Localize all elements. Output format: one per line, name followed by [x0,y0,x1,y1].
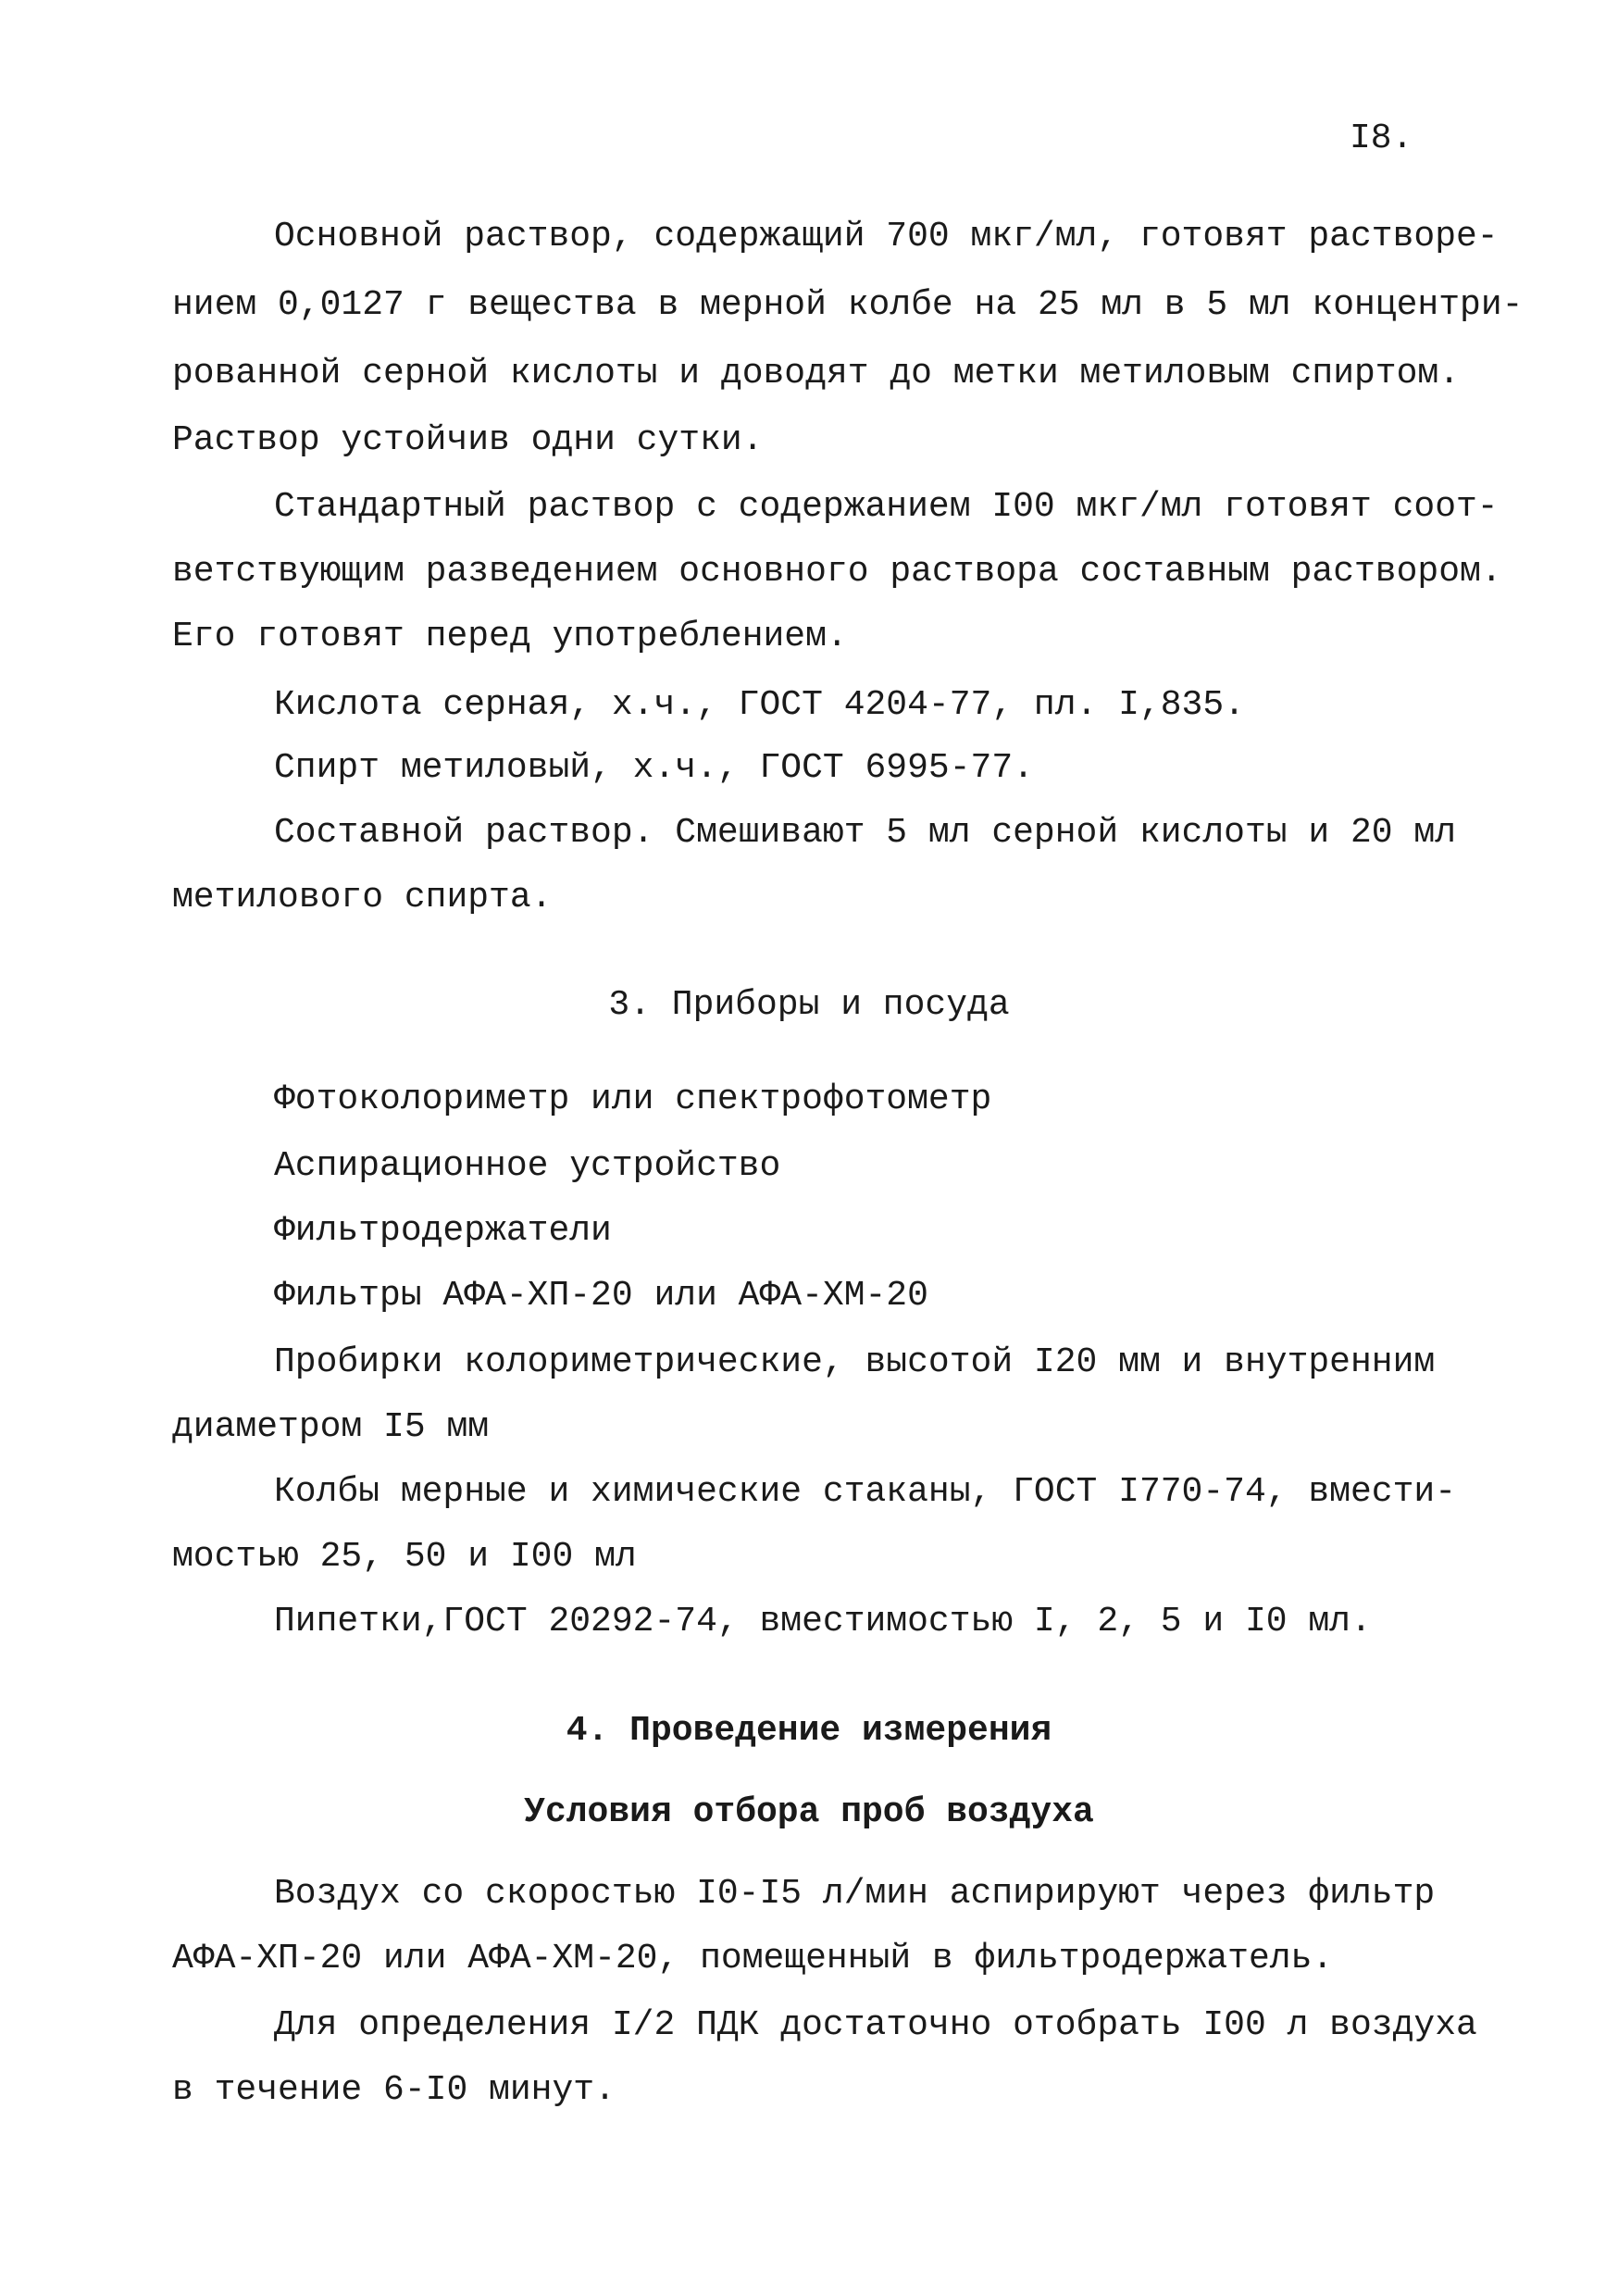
standard-solution-line-2: ветствующим разведением основного раствора составным раствором. [172,552,1502,592]
equipment-item-2: Аспирационное устройство [274,1146,781,1186]
methanol-line: Спирт метиловый, х.ч., ГОСТ 6995-77. [274,748,1034,788]
standard-solution-line-3: Его готовят перед употреблением. [172,617,848,656]
test-tubes-line-1: Пробирки колориметрические, высотой I20 мм и внутренним [274,1342,1436,1382]
flasks-line-1: Колбы мерные и химические стаканы, ГОСТ I770-74, вмести- [274,1472,1457,1512]
composite-solution-line-1: Составной раствор. Смешивают 5 мл серной кислоты и 20 мл [274,813,1457,853]
composite-solution-line-2: метилового спирта. [172,878,553,917]
stock-solution-line-3: рованной серной кислоты и доводят до метки метиловым спиртом. [172,354,1461,393]
flasks-line-2: мостью 25, 50 и I00 мл [172,1537,637,1577]
air-sampling-line-1: Воздух со скоростью I0-I5 л/мин аспирируют через фильтр [274,1874,1436,1914]
pipettes-line: Пипетки,ГОСТ 20292-74, вместимостью I, 2, 5 и I0 мл. [274,1602,1372,1641]
section-4-heading: 4. Проведение измерения [566,1711,1052,1751]
stock-solution-line-2: нием 0,0127 г вещества в мерной колбе на 25 мл в 5 мл концентри- [172,285,1524,325]
air-sampling-line-2: АФА-ХП-20 или АФА-ХМ-20, помещенный в фильтродержатель. [172,1939,1334,1978]
stock-solution-line-4: Раствор устойчив одни сутки. [172,420,764,460]
sulfuric-acid-line: Кислота серная, х.ч., ГОСТ 4204-77, пл. I,835. [274,685,1245,725]
test-tubes-line-2: диаметром I5 мм [172,1407,490,1447]
equipment-item-1: Фотоколориметр или спектрофотометр [274,1079,992,1119]
section-4-subheading: Условия отбора проб воздуха [524,1792,1094,1832]
equipment-item-4: Фильтры АФА-ХП-20 или АФА-ХМ-20 [274,1276,928,1316]
page-number: I8. [1350,119,1413,158]
sampling-volume-line-1: Для определения I/2 ПДК достаточно отобрать I00 л воздуха [274,2005,1477,2045]
equipment-item-3: Фильтродержатели [274,1211,612,1251]
stock-solution-line-1: Основной раствор, содержащий 700 мкг/мл, готовят растворе- [274,217,1499,256]
section-3-heading: 3. Приборы и посуда [608,985,1010,1025]
standard-solution-line-1: Стандартный раствор с содержанием I00 мкг/мл готовят соот- [274,487,1499,527]
sampling-volume-line-2: в течение 6-I0 минут. [172,2070,616,2110]
